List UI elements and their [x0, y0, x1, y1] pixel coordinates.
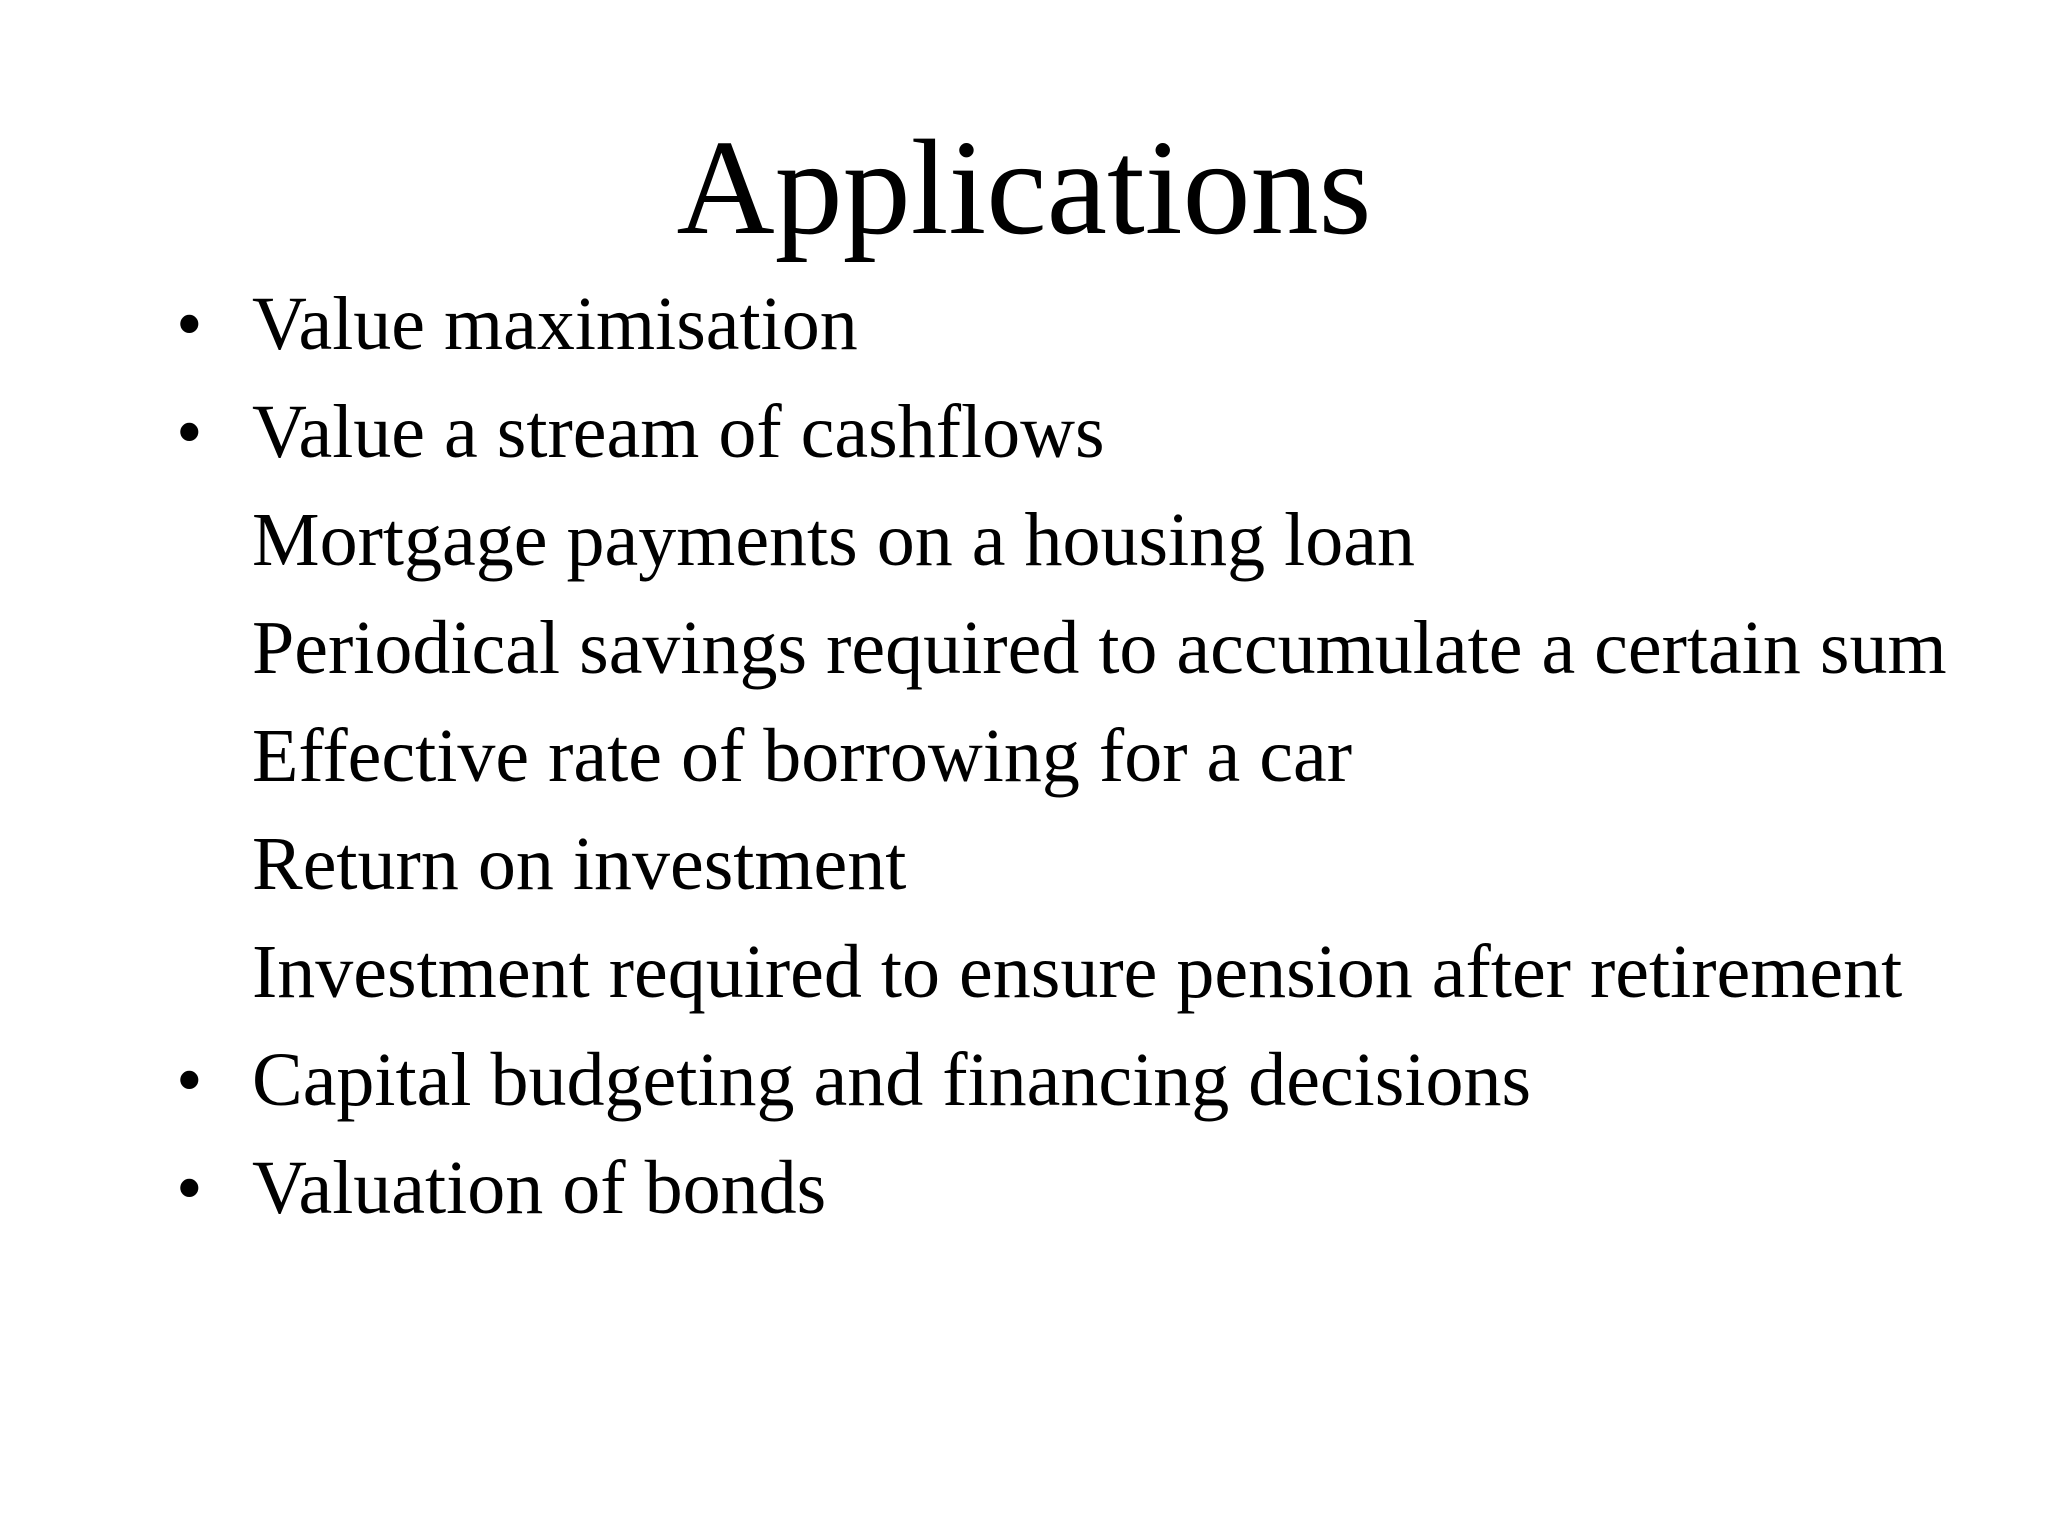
list-item-text: Investment required to ensure pension after retirement [252, 930, 1903, 1014]
list-item [176, 810, 2036, 918]
list-item-text: Periodical savings required to accumulate a certain sum [252, 606, 1947, 690]
list-item [176, 486, 2036, 594]
bullet-icon: • [176, 390, 203, 474]
list-item-text: Value maximisation [252, 282, 858, 366]
slide-title: Applications [676, 113, 1372, 263]
list-item [176, 918, 2036, 1026]
list-item-text: Value a stream of cashflows [252, 390, 1105, 474]
list-item [176, 594, 2036, 702]
bullet-list [176, 270, 2036, 1242]
list-item-text: Effective rate of borrowing for a car [252, 714, 1353, 798]
list-item-text: Valuation of bonds [252, 1146, 827, 1230]
list-item-text: Capital budgeting and financing decisions [252, 1038, 1532, 1122]
list-item-text: Return on investment [252, 822, 907, 906]
list-item [176, 270, 2036, 378]
list-item [176, 702, 2036, 810]
list-item-text: Mortgage payments on a housing loan [252, 498, 1416, 582]
list-item [176, 1026, 2036, 1134]
list-item [176, 378, 2036, 486]
bullet-icon: • [176, 1038, 203, 1122]
bullet-icon: • [176, 1146, 203, 1230]
list-item [176, 1134, 2036, 1242]
bullet-icon: • [176, 282, 203, 366]
